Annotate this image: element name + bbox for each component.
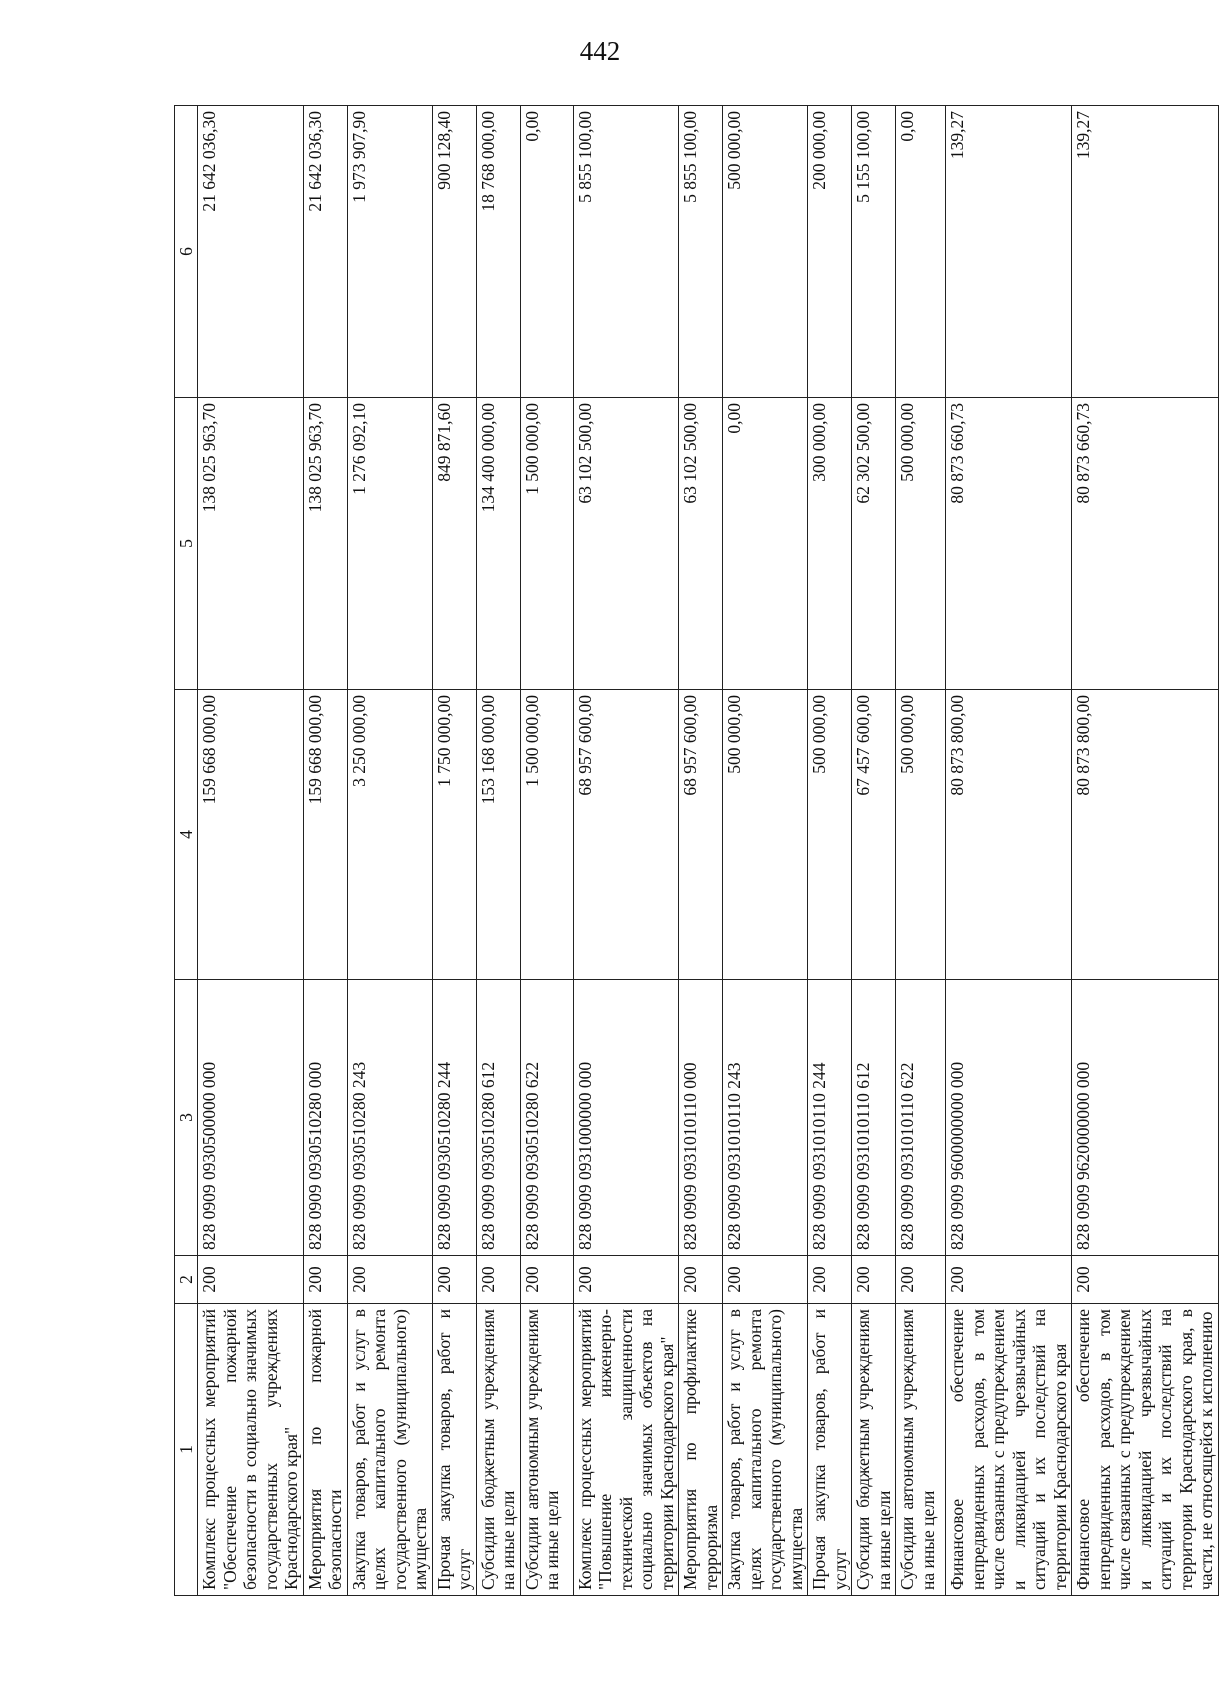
row-col6: 500 000,00 — [723, 106, 808, 398]
row-name: Прочая закупка товаров, работ и услуг — [808, 1304, 852, 1596]
row-classification: 828 0909 0930510280 000 — [303, 980, 347, 1256]
page-number: 442 — [579, 36, 621, 66]
row-classification: 828 0909 0931010110 243 — [723, 980, 808, 1256]
table-row — [573, 106, 679, 1596]
row-col5: 63 102 500,00 — [573, 398, 679, 690]
row-code: 200 — [347, 1256, 432, 1304]
row-col4: 80 873 800,00 — [1072, 690, 1219, 980]
row-classification: 828 0909 0931010110 622 — [896, 980, 946, 1256]
row-col5: 849 871,60 — [432, 398, 476, 690]
row-col6: 5 155 100,00 — [852, 106, 896, 398]
row-col6: 0,00 — [520, 106, 573, 398]
table-row — [1072, 106, 1219, 1596]
row-col5: 500 000,00 — [896, 398, 946, 690]
row-classification: 828 0909 0930510280 243 — [347, 980, 432, 1256]
table-row — [852, 106, 896, 1596]
row-col4: 153 168 000,00 — [476, 690, 520, 980]
row-classification: 828 0909 9600000000 000 — [946, 980, 1072, 1256]
row-code: 200 — [520, 1256, 573, 1304]
row-name: Субсидии автономным учреждениям на иные цели — [896, 1304, 946, 1596]
row-col6: 200 000,00 — [808, 106, 852, 398]
table-row — [808, 106, 852, 1596]
header-row — [175, 106, 198, 1596]
table-row — [432, 106, 476, 1596]
row-classification: 828 0909 0931010110 000 — [679, 980, 723, 1256]
row-col5: 80 873 660,73 — [1072, 398, 1219, 690]
row-classification: 828 0909 9620000000 000 — [1072, 980, 1219, 1256]
row-col6: 0,00 — [896, 106, 946, 398]
row-name: Прочая закупка товаров, работ и услуг — [432, 1304, 476, 1596]
row-col4: 159 668 000,00 — [303, 690, 347, 980]
row-classification: 828 0909 0931010110 244 — [808, 980, 852, 1256]
row-col6: 139,27 — [946, 106, 1072, 398]
header-col-4: 4 — [175, 690, 198, 980]
row-name: Финансовое обеспечение непредвиденных расходов, в том числе связанных с предупреждением и ликвидацией чрезвычайных ситуаций и их последствий на территории Краснодарского края, в части, не относящейся к исполнению — [1072, 1304, 1219, 1596]
row-code: 200 — [573, 1256, 679, 1304]
table-row — [896, 106, 946, 1596]
row-name: Субсидии автономным учреждениям на иные цели — [520, 1304, 573, 1596]
row-col5: 300 000,00 — [808, 398, 852, 690]
row-code: 200 — [679, 1256, 723, 1304]
row-classification: 828 0909 0930510280 612 — [476, 980, 520, 1256]
row-code: 200 — [723, 1256, 808, 1304]
row-col4: 500 000,00 — [723, 690, 808, 980]
header-col-2: 2 — [175, 1256, 198, 1304]
header-col-5: 5 — [175, 398, 198, 690]
row-classification: 828 0909 0930510280 622 — [520, 980, 573, 1256]
row-col5: 1 276 092,10 — [347, 398, 432, 690]
row-classification: 828 0909 0930510280 244 — [432, 980, 476, 1256]
row-col4: 1 500 000,00 — [520, 690, 573, 980]
row-col4: 80 873 800,00 — [946, 690, 1072, 980]
row-col5: 0,00 — [723, 398, 808, 690]
row-col6: 21 642 036,30 — [198, 106, 304, 398]
row-name: Комплекс процессных мероприятий "Повышение инженерно-технической защищенности социально значимых объектов на территории Краснодарского края" — [573, 1304, 679, 1596]
row-col6: 1 973 907,90 — [347, 106, 432, 398]
row-code: 200 — [476, 1256, 520, 1304]
table-row — [946, 106, 1072, 1596]
row-name: Мероприятия по пожарной безопасности — [303, 1304, 347, 1596]
table-row — [520, 106, 573, 1596]
row-col5: 80 873 660,73 — [946, 398, 1072, 690]
table-row — [476, 106, 520, 1596]
header-col-6: 6 — [175, 106, 198, 398]
row-name: Закупка товаров, работ и услуг в целях капитального ремонта государственного (муниципального) имущества — [347, 1304, 432, 1596]
row-name: Субсидии бюджетным учреждениям на иные цели — [852, 1304, 896, 1596]
table-row — [679, 106, 723, 1596]
row-col5: 62 302 500,00 — [852, 398, 896, 690]
budget-table — [174, 105, 1219, 1596]
row-col5: 134 400 000,00 — [476, 398, 520, 690]
row-code: 200 — [946, 1256, 1072, 1304]
row-col5: 138 025 963,70 — [198, 398, 304, 690]
row-name: Мероприятия по профилактике терроризма — [679, 1304, 723, 1596]
row-name: Закупка товаров, работ и услуг в целях капитального ремонта государственного (муниципального) имущества — [723, 1304, 808, 1596]
row-col4: 159 668 000,00 — [198, 690, 304, 980]
header-col-1: 1 — [175, 1304, 198, 1596]
row-col4: 68 957 600,00 — [679, 690, 723, 980]
row-col4: 1 750 000,00 — [432, 690, 476, 980]
row-code: 200 — [808, 1256, 852, 1304]
row-col6: 139,27 — [1072, 106, 1219, 398]
row-classification: 828 0909 0931000000 000 — [573, 980, 679, 1256]
header-col-3: 3 — [175, 980, 198, 1256]
row-col6: 18 768 000,00 — [476, 106, 520, 398]
row-col4: 500 000,00 — [896, 690, 946, 980]
row-code: 200 — [896, 1256, 946, 1304]
row-code: 200 — [303, 1256, 347, 1304]
row-code: 200 — [198, 1256, 304, 1304]
row-name: Комплекс процессных мероприятий "Обеспечение пожарной безопасности в социально значимых государственных учреждениях Краснодарского края" — [198, 1304, 304, 1596]
table-row — [303, 106, 347, 1596]
row-classification: 828 0909 0931010110 612 — [852, 980, 896, 1256]
rotated-table-container — [174, 106, 1216, 1596]
row-col6: 5 855 100,00 — [573, 106, 679, 398]
row-col5: 1 500 000,00 — [520, 398, 573, 690]
row-code: 200 — [432, 1256, 476, 1304]
table-row — [347, 106, 432, 1596]
row-col4: 67 457 600,00 — [852, 690, 896, 980]
row-classification: 828 0909 0930500000 000 — [198, 980, 304, 1256]
row-name: Финансовое обеспечение непредвиденных расходов, в том числе связанных с предупреждением и ликвидацией чрезвычайных ситуаций и их последствий на территории Краснодарского края — [946, 1304, 1072, 1596]
row-col6: 5 855 100,00 — [679, 106, 723, 398]
table-row — [723, 106, 808, 1596]
row-col6: 900 128,40 — [432, 106, 476, 398]
row-code: 200 — [1072, 1256, 1219, 1304]
row-col4: 3 250 000,00 — [347, 690, 432, 980]
row-code: 200 — [852, 1256, 896, 1304]
row-col4: 500 000,00 — [808, 690, 852, 980]
row-col6: 21 642 036,30 — [303, 106, 347, 398]
table-row — [198, 106, 304, 1596]
row-col5: 63 102 500,00 — [679, 398, 723, 690]
row-col5: 138 025 963,70 — [303, 398, 347, 690]
row-col4: 68 957 600,00 — [573, 690, 679, 980]
row-name: Субсидии бюджетным учреждениям на иные цели — [476, 1304, 520, 1596]
